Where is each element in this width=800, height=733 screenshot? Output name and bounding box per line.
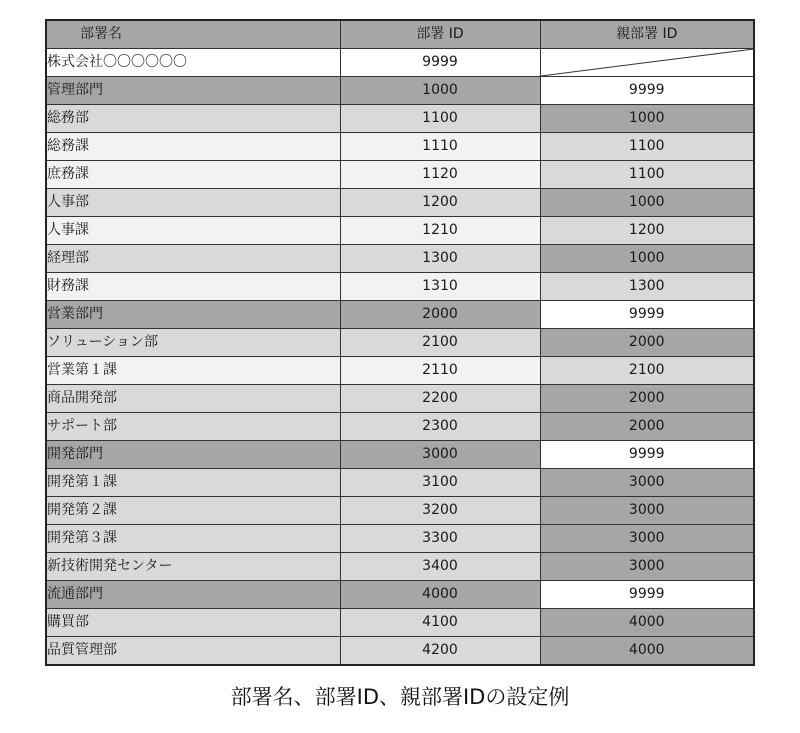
department-id-cell: 1300 — [340, 245, 540, 273]
department-id-cell: 2200 — [340, 385, 540, 413]
department-name-cell: 人事課 — [46, 217, 340, 245]
table-row — [46, 469, 754, 497]
department-name-cell: 株式会社〇〇〇〇〇〇 — [46, 49, 340, 77]
table-row — [46, 497, 754, 525]
parent-department-id-cell: 2100 — [540, 357, 754, 385]
table-row — [46, 301, 754, 329]
parent-department-id-cell: 1200 — [540, 217, 754, 245]
parent-department-id-cell: 1000 — [540, 189, 754, 217]
table-row — [46, 245, 754, 273]
parent-department-id-cell: 2000 — [540, 385, 754, 413]
parent-department-id-cell: 1100 — [540, 161, 754, 189]
table-row — [46, 413, 754, 441]
column-header-department-id: 部署 ID — [340, 20, 540, 49]
parent-department-id-cell: 1300 — [540, 273, 754, 301]
department-id-cell: 3100 — [340, 469, 540, 497]
parent-department-id-cell: 9999 — [540, 301, 754, 329]
department-name-cell: 総務課 — [46, 133, 340, 161]
department-id-cell: 1000 — [340, 77, 540, 105]
parent-department-id-cell: 9999 — [540, 441, 754, 469]
diagonal-slash-icon — [541, 49, 754, 76]
department-name-cell: 購買部 — [46, 609, 340, 637]
department-id-cell: 3000 — [340, 441, 540, 469]
department-name-cell: 管理部門 — [46, 77, 340, 105]
department-id-cell: 1210 — [340, 217, 540, 245]
parent-department-id-cell: 4000 — [540, 637, 754, 666]
department-name-cell: 商品開発部 — [46, 385, 340, 413]
department-name-cell: 開発第３課 — [46, 525, 340, 553]
figure-caption: 部署名、部署ID、親部署IDの設定例 — [230, 685, 570, 709]
table-row — [46, 133, 754, 161]
parent-department-id-cell: 9999 — [540, 77, 754, 105]
department-id-cell: 2110 — [340, 357, 540, 385]
table-row — [46, 637, 754, 666]
department-name-cell: 開発第２課 — [46, 497, 340, 525]
department-name-cell: サポート部 — [46, 413, 340, 441]
table-header — [46, 20, 754, 49]
parent-department-id-cell: 2000 — [540, 329, 754, 357]
department-name-cell: 財務課 — [46, 273, 340, 301]
department-name-cell: 営業部門 — [46, 301, 340, 329]
parent-department-id-cell: 1100 — [540, 133, 754, 161]
department-id-cell: 1120 — [340, 161, 540, 189]
table-row — [46, 357, 754, 385]
department-name-cell: 人事部 — [46, 189, 340, 217]
department-id-cell: 3300 — [340, 525, 540, 553]
department-id-cell: 9999 — [340, 49, 540, 77]
department-id-cell: 2000 — [340, 301, 540, 329]
department-name-cell: 開発第１課 — [46, 469, 340, 497]
department-id-cell: 1110 — [340, 133, 540, 161]
parent-department-id-cell — [540, 49, 754, 77]
table-row — [46, 553, 754, 581]
table-row — [46, 385, 754, 413]
table-row — [46, 581, 754, 609]
parent-department-id-cell: 3000 — [540, 469, 754, 497]
department-id-cell: 4000 — [340, 581, 540, 609]
parent-department-id-cell: 3000 — [540, 525, 754, 553]
table-row — [46, 105, 754, 133]
department-name-cell: ソリューション部 — [46, 329, 340, 357]
department-id-cell: 3200 — [340, 497, 540, 525]
table-row — [46, 77, 754, 105]
parent-department-id-cell: 3000 — [540, 553, 754, 581]
table-row — [46, 273, 754, 301]
department-table — [45, 19, 755, 666]
department-name-cell: 流通部門 — [46, 581, 340, 609]
parent-department-id-cell: 1000 — [540, 105, 754, 133]
department-id-cell: 1100 — [340, 105, 540, 133]
parent-department-id-cell: 9999 — [540, 581, 754, 609]
department-name-cell: 総務部 — [46, 105, 340, 133]
table-row — [46, 329, 754, 357]
department-id-cell: 4200 — [340, 637, 540, 666]
department-name-cell: 開発部門 — [46, 441, 340, 469]
table-row — [46, 217, 754, 245]
department-name-cell: 庶務課 — [46, 161, 340, 189]
header-row — [46, 20, 754, 49]
department-id-cell: 2100 — [340, 329, 540, 357]
table-row — [46, 441, 754, 469]
parent-department-id-cell: 3000 — [540, 497, 754, 525]
parent-department-id-cell: 1000 — [540, 245, 754, 273]
department-name-cell: 新技術開発センター — [46, 553, 340, 581]
department-id-cell: 1310 — [340, 273, 540, 301]
department-id-cell: 1200 — [340, 189, 540, 217]
department-id-cell: 3400 — [340, 553, 540, 581]
department-name-cell: 品質管理部 — [46, 637, 340, 666]
table-row — [46, 609, 754, 637]
table-row — [46, 525, 754, 553]
table-body — [46, 49, 754, 666]
department-name-cell: 経理部 — [46, 245, 340, 273]
parent-department-id-cell: 4000 — [540, 609, 754, 637]
table-row — [46, 49, 754, 77]
table-row — [46, 161, 754, 189]
column-header-parent-department-id: 親部署 ID — [540, 20, 754, 49]
department-id-cell: 4100 — [340, 609, 540, 637]
department-id-cell: 2300 — [340, 413, 540, 441]
table-row — [46, 189, 754, 217]
parent-department-id-cell: 2000 — [540, 413, 754, 441]
department-name-cell: 営業第１課 — [46, 357, 340, 385]
column-header-department-name: 部署名 — [46, 20, 340, 49]
